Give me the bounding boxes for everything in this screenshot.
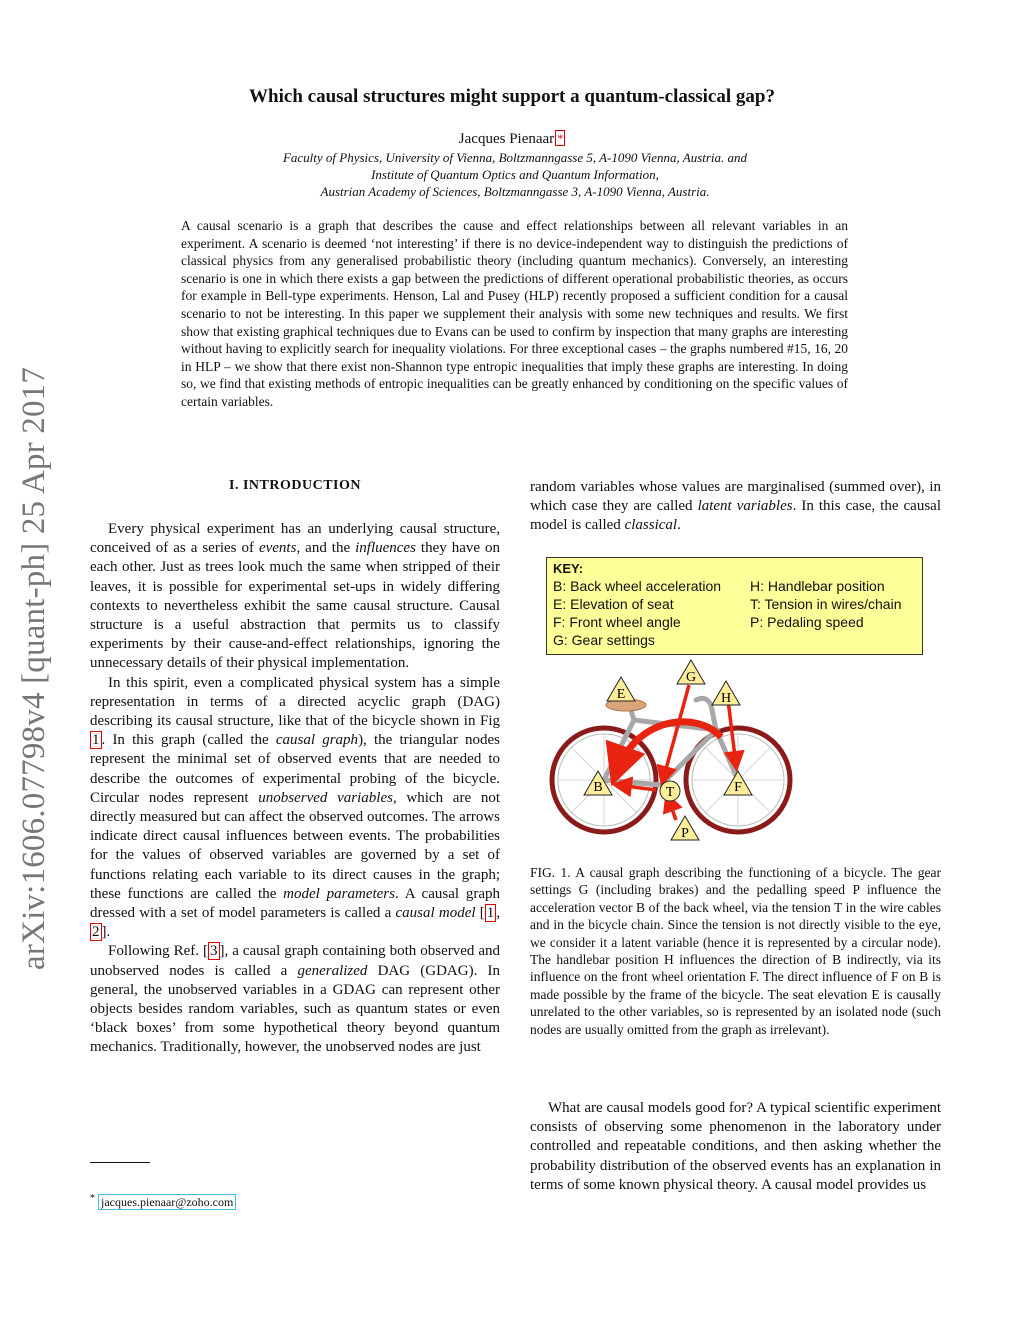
- right-column-top: [530, 478, 941, 536]
- arxiv-id: arXiv:1606.07798v4 [quant-ph] 25 Apr 2017: [16, 366, 52, 970]
- author: [0, 131, 1024, 148]
- ref-2-link[interactable]: 2: [92, 924, 100, 941]
- node-h: [712, 681, 740, 706]
- svg-text:H: H: [720, 691, 732, 706]
- footnote-rule: [90, 1162, 150, 1163]
- paragraph-1: Every physical experiment has an underlying causal structure, conceived of as a series of events, and the influences they have on each other. Just as trees look much the same when stripped of their leaves, it is possible for experimental set-ups in widely differing contexts to nevertheless exhibit the same causal structure. Causal structure is a useful abstraction that permits us to classify experiments by their cause-and-effect relationships, ignoring the unnecessary details of their physical implementation.: [90, 521, 501, 672]
- svg-text:E: E: [616, 687, 626, 702]
- fig-1-link[interactable]: 1: [92, 732, 100, 749]
- node-g: [677, 660, 705, 685]
- svg-text:F: F: [734, 780, 742, 795]
- key-title: KEY:: [553, 561, 584, 576]
- svg-text:G: G: [685, 670, 697, 685]
- abstract: A causal scenario is a graph that describes the cause and effect relationships between all relevant variables in an experiment. A scenario is deemed ‘not interesting’ if there is no device-independent way to distinguish the predictions of classical physics from any generalised probabilistic theory (including quantum mechanics). Conversely, an interesting scenario is one in which there exists a gap between the predictions of different operational probabilistic theories, as occurs for example in Bell-type experiments. Henson, Lal and Pusey (HLP) recently proposed a sufficient condition for a causal scenario to not be interesting. In this paper we supplement their analysis with some new techniques and results. We first show that existing graphical techniques due to Evans can be used to confirm by inspection that many graphs are interesting without having to explicitly search for inequality violations. For three exceptional cases – the graphs numbered #15, 16, 20 in HLP – we show that there exist non-Shannon type entropic inequalities that imply these graphs are interesting. In doing so, we find that existing methods of entropic inequalities can be greatly enhanced by conditioning on the specific values of certain variables.: [181, 218, 848, 409]
- paragraph-continued: random variables whose values are marginalised (summed over), in which case they are called latent variables. In this case, the causal model is called classical.: [530, 479, 941, 534]
- figure-key: [546, 557, 923, 655]
- svg-text:P: P: [681, 826, 689, 841]
- node-e: [607, 677, 635, 702]
- key-item-f: F: Front wheel angle: [553, 614, 681, 630]
- paper-title: Which causal structures might support a quantum-classical gap?: [249, 86, 775, 107]
- section-heading: I. INTRODUCTION: [229, 478, 361, 493]
- arxiv-stamp: [16, 340, 56, 970]
- paragraph-2: In this spirit, even a complicated physical system has a simple representation in terms of a directed acyclic graph (DAG) describing its causal structure, like that of the bicycle shown in Fig 1 . In this graph (called the causal graph), the triangular nodes represent the minimal set of observed events that are needed to describe the outcomes of experimental probing of the bicycle. Circular nodes represent unobserved variables, which are not directly measured but can affect the observed outcomes. The arrows indicate direct causal influences between events. The probabilities for the values of observed variables are governed by a set of functions relating each variable to its direct causes in the graph; these functions are called the model parameters. A causal graph dressed with a set of model parameters is called a causal model [ 1 , 2 ].: [90, 674, 501, 941]
- svg-text:T: T: [665, 785, 675, 800]
- key-item-b: B: Back wheel acceleration: [553, 578, 722, 594]
- author-footnote-link[interactable]: *: [557, 131, 564, 145]
- bicycle-causal-graph: [546, 655, 936, 850]
- author-name: Jacques Pienaar: [458, 131, 555, 147]
- left-column: [90, 520, 500, 1058]
- key-item-e: E: Elevation of seat: [553, 596, 674, 612]
- paragraph-causal-models: What are causal models good for? A typical scientific experiment consists of observing some phenomenon in the laboratory under controlled and repeatable conditions, and then asking whether the probability distribution of the observed events has an explanation in terms of some known physical theory. A causal model provides us: [530, 1100, 941, 1193]
- node-f: [724, 771, 752, 795]
- paragraph-3: Following Ref. [ 3 ], a causal graph containing both observed and unobserved nodes is called a generalized DAG (GDAG). In general, the unobserved variables in a GDAG can represent other objects besides random variables, such as quantum states or even ‘black boxes’ from some hypothetical theory beyond quantum mechanics. Traditionally, however, the unobserved nodes are just: [90, 943, 500, 1056]
- affiliation-line-2: Institute of Quantum Optics and Quantum Information,: [371, 167, 659, 182]
- key-item-t: T: Tension in wires/chain: [750, 596, 902, 612]
- key-item-h: H: Handlebar position: [750, 578, 885, 594]
- node-t: [660, 781, 680, 801]
- right-column-lower: [530, 1099, 941, 1195]
- key-item-p: P: Pedaling speed: [750, 614, 864, 630]
- arrow-g-to-t: [663, 685, 689, 780]
- email-link[interactable]: jacques.pienaar@zoho.com: [98, 1194, 236, 1210]
- ref-3-link[interactable]: 3: [210, 943, 218, 960]
- affiliation-line-1: Faculty of Physics, University of Vienna, Boltzmanngasse 5, A-1090 Vienna, Austria. and: [282, 150, 748, 165]
- svg-text:B: B: [593, 780, 603, 795]
- affiliation-line-3: Austrian Academy of Sciences, Boltzmanngasse 3, A-1090 Vienna, Austria.: [320, 184, 710, 199]
- footnote: * jacques.pienaar@zoho.com: [90, 1193, 236, 1210]
- figure-caption: FIG. 1. A causal graph describing the functioning of a bicycle. The gear settings G (including brakes) and the pedalling speed P influence the acceleration vector B of the back wheel, via the tension T in the wire cables and in the bicycle chain. Since the tension is not directly visible to the eye, we consider it a latent variable (hence it is represented by a circular node). The handlebar position H influences the direction of B indirectly, via its influence on the front wheel orientation F. The direct influence of F on B is made possible by the frame of the bicycle. The seat elevation E is causally unrelated to the other variables, so is represented by an isolated node (such nodes are usually omitted from the graph as irrelevant).: [530, 865, 941, 1037]
- key-item-g: G: Gear settings: [553, 632, 655, 648]
- ref-1-link[interactable]: 1: [486, 905, 495, 922]
